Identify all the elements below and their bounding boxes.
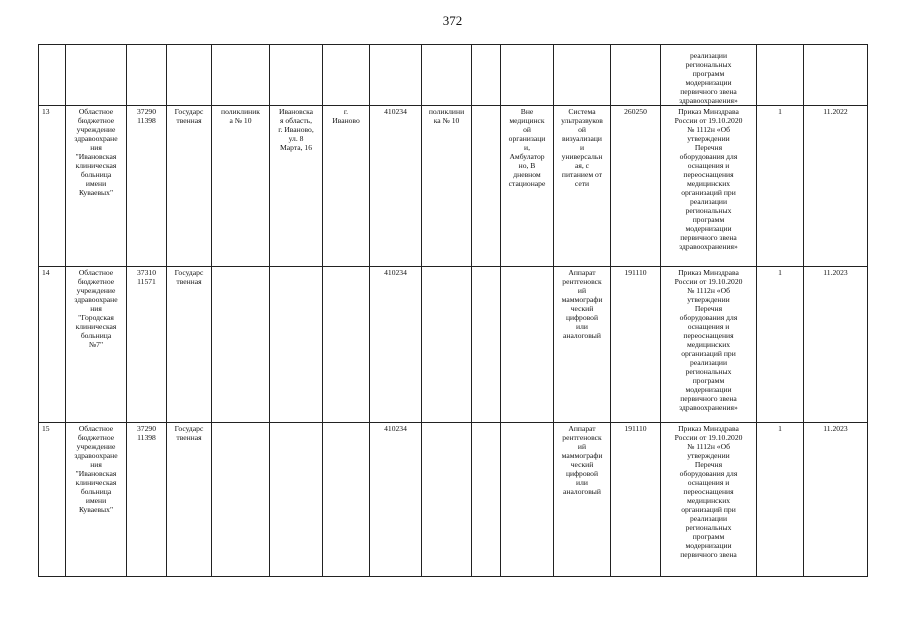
cell-no: 15 bbox=[39, 423, 66, 577]
cell-okato: 410234 bbox=[370, 423, 422, 577]
cell-address: Ивановска я область, г. Иваново, ул. 8 Марта, 16 bbox=[270, 106, 323, 267]
cell-no bbox=[39, 45, 66, 106]
cell-no: 13 bbox=[39, 106, 66, 267]
cell-equipment: Аппарат рентгеновск ий маммографи ческий цифровой или аналоговый bbox=[554, 267, 611, 423]
table-row bbox=[39, 423, 868, 577]
equipment-table bbox=[38, 44, 868, 577]
cell-eq-code: 191110 bbox=[611, 267, 661, 423]
cell-code: 37310 11571 bbox=[127, 267, 167, 423]
cell-qty: 1 bbox=[757, 106, 804, 267]
cell-unit: поликлиник а № 10 bbox=[212, 106, 270, 267]
cell-address bbox=[270, 267, 323, 423]
cell-empty bbox=[472, 423, 501, 577]
cell-date: 11.2022 bbox=[804, 106, 868, 267]
cell-okato: 410234 bbox=[370, 106, 422, 267]
cell-city bbox=[323, 267, 370, 423]
cell-address bbox=[270, 45, 323, 106]
cell-empty bbox=[472, 45, 501, 106]
cell-org: Областное бюджетное учреждение здравоохране ния "Городская клиническая больница №7" bbox=[66, 267, 127, 423]
cell-okato: 410234 bbox=[370, 267, 422, 423]
cell-qty: 1 bbox=[757, 267, 804, 423]
cell-code: 37290 11398 bbox=[127, 106, 167, 267]
cell-care: Вне медицинск ой организаци и, Амбулатор но, В дневном стационаре bbox=[501, 106, 554, 267]
cell-unit bbox=[212, 267, 270, 423]
cell-care bbox=[501, 423, 554, 577]
cell-eq-code bbox=[611, 45, 661, 106]
cell-city bbox=[323, 423, 370, 577]
table-row bbox=[39, 267, 868, 423]
cell-city bbox=[323, 45, 370, 106]
cell-unit bbox=[212, 45, 270, 106]
cell-type: Государс твенная bbox=[167, 423, 212, 577]
cell-org: Областное бюджетное учреждение здравоохране ния "Ивановская клиническая больница имени Куваевых" bbox=[66, 106, 127, 267]
table-row-continued bbox=[39, 45, 868, 106]
cell-unit2 bbox=[422, 45, 472, 106]
cell-type bbox=[167, 45, 212, 106]
cell-eq-code: 191110 bbox=[611, 423, 661, 577]
cell-okato bbox=[370, 45, 422, 106]
cell-date: 11.2023 bbox=[804, 423, 868, 577]
cell-basis: реализации региональных программ модернизации первичного звена здравоохранения» bbox=[661, 45, 757, 106]
cell-code bbox=[127, 45, 167, 106]
cell-org: Областное бюджетное учреждение здравоохране ния "Ивановская клиническая больница имени Куваевых" bbox=[66, 423, 127, 577]
cell-care bbox=[501, 45, 554, 106]
cell-empty bbox=[472, 106, 501, 267]
page-number: 372 bbox=[442, 13, 463, 28]
cell-address bbox=[270, 423, 323, 577]
cell-eq-code: 260250 bbox=[611, 106, 661, 267]
cell-basis: Приказ Минздрава России от 19.10.2020 № 1112н «Об утверждении Перечня оборудования для оснащения и переоснащения медицинских организаций при реализации региональных программ модернизации первичного звена здравоохранения» bbox=[661, 267, 757, 423]
cell-unit bbox=[212, 423, 270, 577]
cell-type: Государс твенная bbox=[167, 106, 212, 267]
cell-no: 14 bbox=[39, 267, 66, 423]
cell-date bbox=[804, 45, 868, 106]
cell-empty bbox=[472, 267, 501, 423]
cell-city: г. Иваново bbox=[323, 106, 370, 267]
cell-basis: Приказ Минздрава России от 19.10.2020 № 1112н «Об утверждении Перечня оборудования для оснащения и переоснащения медицинских организаций при реализации региональных программ модернизации первичного звена здравоохранения» bbox=[661, 106, 757, 267]
cell-date: 11.2023 bbox=[804, 267, 868, 423]
cell-unit2 bbox=[422, 423, 472, 577]
cell-code: 37290 11398 bbox=[127, 423, 167, 577]
cell-qty bbox=[757, 45, 804, 106]
table-row bbox=[39, 106, 868, 267]
cell-unit2: поликлини ка № 10 bbox=[422, 106, 472, 267]
cell-equipment: Система ультразвуков ой визуализаци и универсальн ая, с питанием от сети bbox=[554, 106, 611, 267]
cell-type: Государс твенная bbox=[167, 267, 212, 423]
cell-equipment bbox=[554, 45, 611, 106]
cell-basis: Приказ Минздрава России от 19.10.2020 № 1112н «Об утверждении Перечня оборудования для оснащения и переоснащения медицинских организаций при реализации региональных программ модернизации первичного звена bbox=[661, 423, 757, 577]
cell-care bbox=[501, 267, 554, 423]
cell-equipment: Аппарат рентгеновск ий маммографи ческий цифровой или аналоговый bbox=[554, 423, 611, 577]
cell-org bbox=[66, 45, 127, 106]
cell-unit2 bbox=[422, 267, 472, 423]
cell-qty: 1 bbox=[757, 423, 804, 577]
